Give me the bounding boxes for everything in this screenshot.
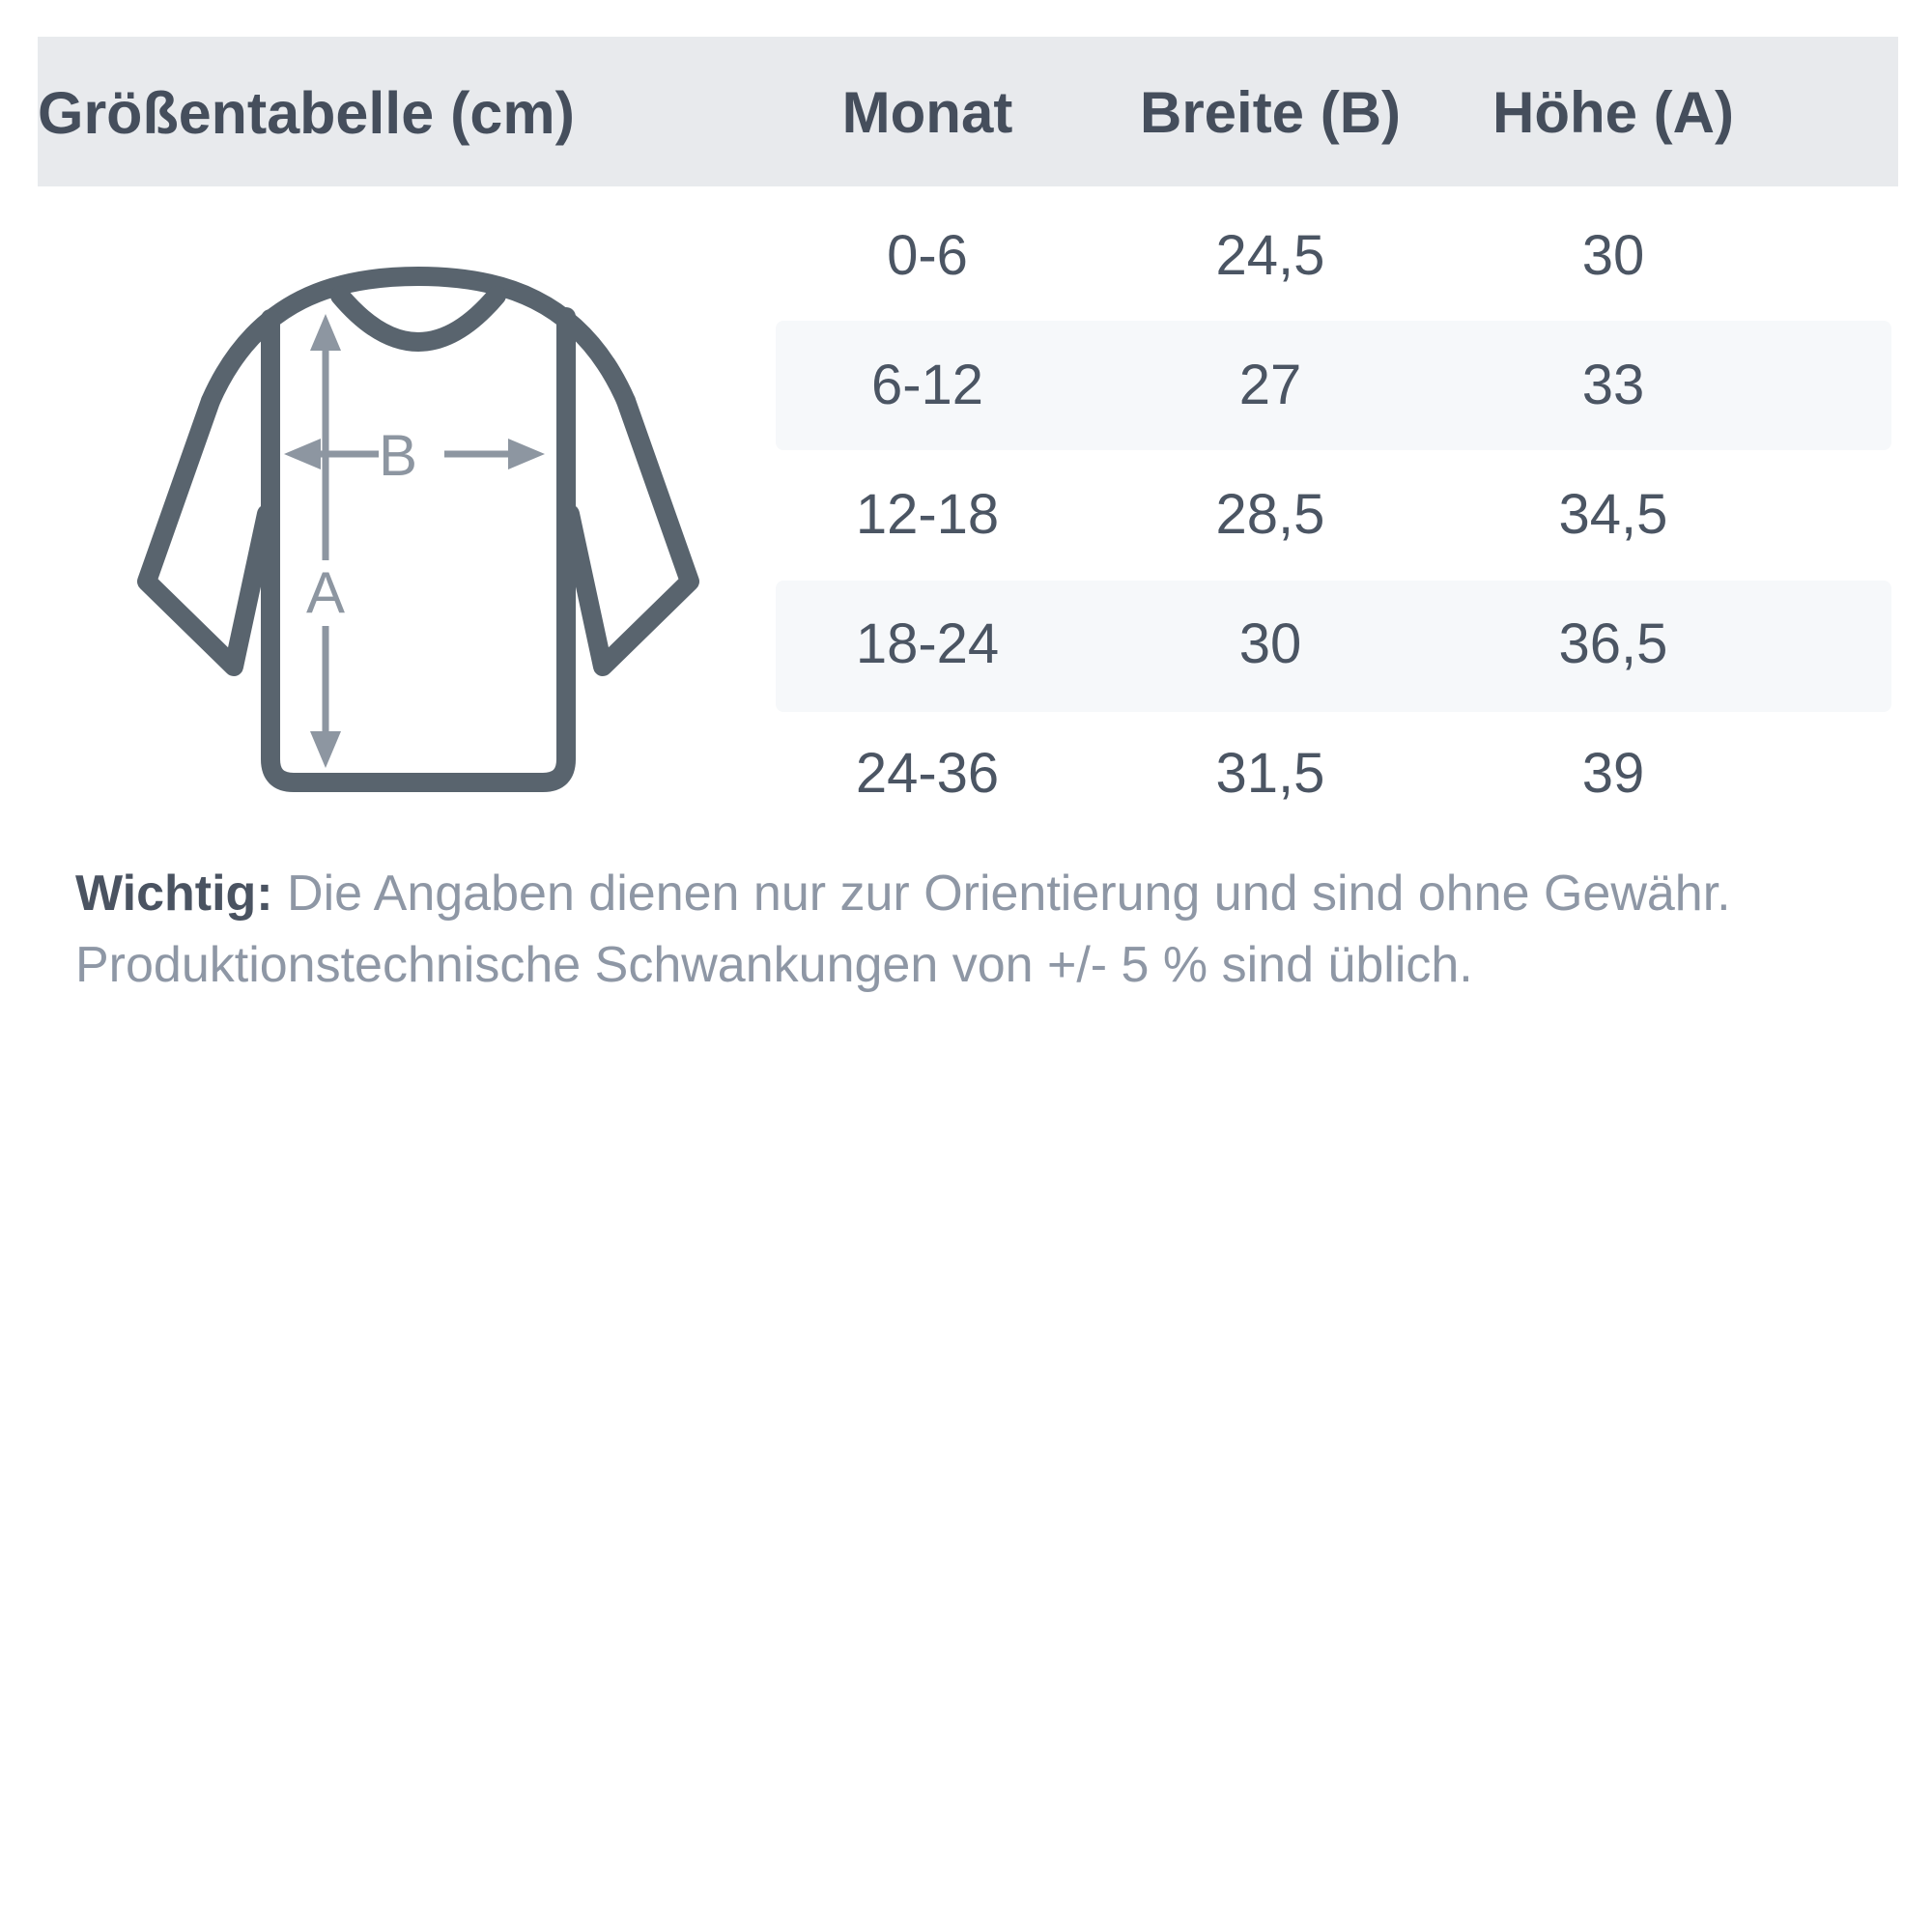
arrowhead-left [284,439,321,469]
arrowhead-down [310,731,341,768]
table-cell-hoehe: 39 [1581,742,1645,805]
disclaimer-line1: Die Angaben dienen nur zur Orientierung und sind ohne Gewähr. [272,866,1731,922]
table-cell-monat: 0-6 [887,224,968,287]
table-cell-monat: 18-24 [855,612,1000,675]
shirt-right-sleeve [570,401,690,667]
column-header-breite: Breite (B) [1139,80,1402,145]
table-cell-hoehe: 30 [1581,224,1645,287]
table-cell-breite: 28,5 [1215,483,1325,546]
arrowhead-right [508,439,545,469]
width-measure-label: B [378,423,418,488]
disclaimer-note [75,858,1872,1001]
tshirt-measure-icon [97,222,715,840]
disclaimer-label: Wichtig: [75,866,273,922]
column-header-hoehe: Höhe (A) [1492,80,1734,145]
table-cell-breite: 30 [1238,612,1302,675]
arrowhead-up [310,314,341,351]
table-cell-hoehe: 33 [1581,354,1645,416]
table-cell-breite: 31,5 [1215,742,1325,805]
column-header-monat: Monat [841,80,1013,145]
page-title: Größentabelle (cm) [38,80,575,146]
table-cell-breite: 27 [1238,354,1302,416]
table-cell-breite: 24,5 [1215,224,1325,287]
table-cell-hoehe: 36,5 [1558,612,1668,675]
table-cell-monat: 6-12 [870,354,984,416]
table-cell-hoehe: 34,5 [1558,483,1668,546]
disclaimer-line2: Produktionstechnische Schwankungen von +/- 5 % sind üblich. [75,937,1473,993]
shirt-collar [340,296,497,342]
shirt-left-sleeve [147,401,267,667]
table-cell-monat: 24-36 [855,742,1000,805]
height-measure-label: A [305,560,346,625]
measure-arrows [319,349,510,733]
shirt-torso [270,317,566,782]
table-cell-monat: 12-18 [855,483,1000,546]
